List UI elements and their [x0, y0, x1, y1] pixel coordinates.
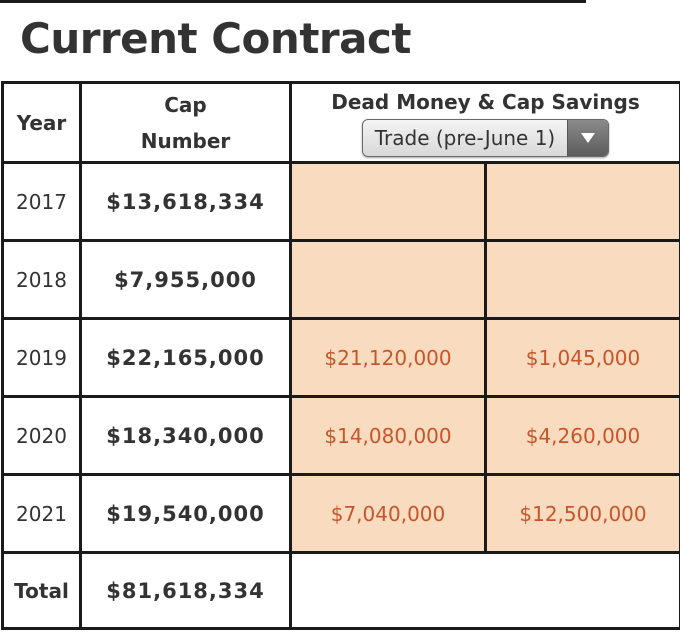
year-cell: 2020 — [3, 397, 81, 475]
total-cap-number: $81,618,334 — [81, 553, 291, 629]
header-cap-line2: Number — [140, 128, 231, 153]
year-cell: 2021 — [3, 475, 81, 553]
cap-savings-cell — [486, 241, 680, 319]
cap-savings-cell: $4,260,000 — [486, 397, 680, 475]
table-row — [3, 163, 680, 241]
page-title: Current Contract — [20, 14, 411, 63]
cap-savings-cell — [486, 163, 680, 241]
dead-money-cap-savings-label: Dead Money & Cap Savings — [331, 90, 640, 114]
dead-money-cell: $7,040,000 — [291, 475, 486, 553]
header-cap-number — [81, 83, 291, 163]
header-year: Year — [3, 83, 81, 163]
total-label: Total — [3, 553, 81, 629]
dead-money-cell — [291, 163, 486, 241]
chevron-down-icon[interactable] — [567, 120, 608, 156]
cap-number-cell: $19,540,000 — [81, 475, 291, 553]
cap-savings-cell: $1,045,000 — [486, 319, 680, 397]
top-divider — [0, 0, 586, 3]
year-cell: 2019 — [3, 319, 81, 397]
header-cap-line1: Cap — [164, 92, 207, 117]
header-dead-money-cap-savings — [291, 83, 680, 163]
table-row — [3, 319, 680, 397]
dead-money-cell: $21,120,000 — [291, 319, 486, 397]
cap-number-cell: $13,618,334 — [81, 163, 291, 241]
scenario-dropdown[interactable] — [362, 119, 609, 157]
total-empty-cell — [291, 553, 680, 629]
cap-number-cell: $18,340,000 — [81, 397, 291, 475]
year-cell: 2018 — [3, 241, 81, 319]
year-cell: 2017 — [3, 163, 81, 241]
cap-number-cell: $22,165,000 — [81, 319, 291, 397]
table-row — [3, 475, 680, 553]
dead-money-cell — [291, 241, 486, 319]
total-row — [3, 553, 680, 629]
dead-money-cell: $14,080,000 — [291, 397, 486, 475]
contract-table — [1, 81, 680, 630]
scenario-dropdown-value: Trade (pre-June 1) — [374, 126, 556, 150]
header-row — [3, 83, 680, 163]
cap-number-cell: $7,955,000 — [81, 241, 291, 319]
cap-savings-cell: $12,500,000 — [486, 475, 680, 553]
table-row — [3, 241, 680, 319]
table-row — [3, 397, 680, 475]
